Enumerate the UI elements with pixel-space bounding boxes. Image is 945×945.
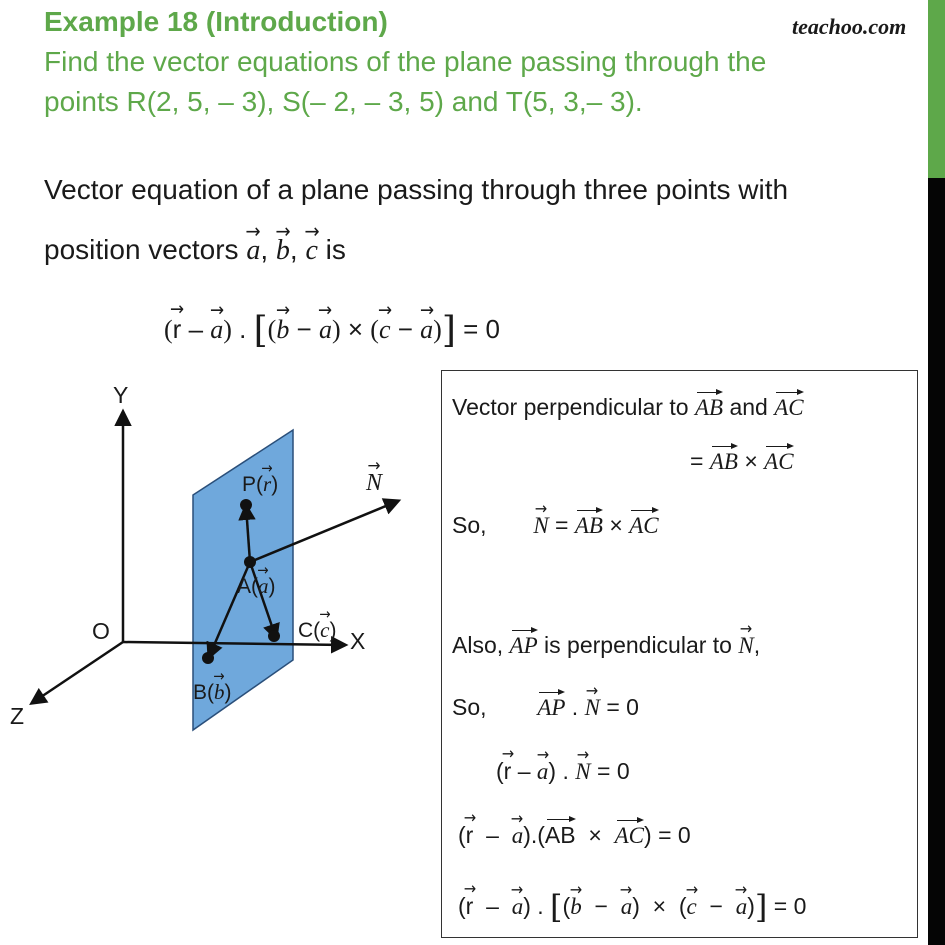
question-line-2: points R(2, 5, – 3), S(– 2, – 3, 5) and T(5, 3,– 3). [44,86,643,117]
vector-b: b → [276,235,290,267]
z-axis-label: Z [10,703,25,729]
eq-r: r → [173,314,182,345]
body-line-1: Vector equation of a plane passing through three points with [44,174,789,205]
example-title: Example 18 (Introduction) [44,6,388,37]
question-line-1: Find the vector equations of the plane passing through the [44,46,767,77]
box-line-4: Also, AP is perpendicular to N →, [452,632,760,659]
x-axis-label: X [350,628,366,654]
y-axis-label: Y [113,382,129,408]
point-a-label: A(a →) [237,574,276,599]
origin-label: O [92,618,110,644]
point-p-dot [240,499,252,511]
is-text: is [325,234,346,265]
logo: teachoo.com [792,14,907,39]
plane-equation: (r → – a →) . [(b → − a →) × (c → − a →)] = 0 [164,310,500,351]
box-line-6: (r → – a →) . N → = 0 [496,758,630,785]
point-b-dot [202,652,214,664]
position-vectors-text: position vectors [44,234,239,265]
box-line-2: = AB × AC [690,448,794,474]
box-line-7: (r → – a →).(AB × AC) = 0 [458,822,691,849]
z-axis [32,642,123,703]
body-line-2: position vectors a →, b →, c → is [44,234,346,267]
point-a-dot [244,556,256,568]
vector-c: c → [305,235,317,267]
vec-ac: AC [774,395,804,420]
box-line-5: So, AP . N → = 0 [452,694,639,721]
point-b-label: B(b →) [193,680,232,705]
point-c-dot [268,630,280,642]
box-line-1: Vector perpendicular to AB and AC [452,394,804,420]
scrollbar-track[interactable] [928,178,945,945]
scrollbar-thumb[interactable] [928,0,945,178]
vector-a: a → [246,235,260,267]
box-line-8: (r → – a →) . [(b → − a →) × (c → − a →)] = 0 [458,888,806,926]
normal-label: N → [366,470,382,497]
box-line-3: So, N → = AB × AC [452,512,659,539]
point-c-label: C(c →) [298,618,337,643]
vec-ab: AB [694,395,724,420]
point-p-label: P(r →) [242,472,278,497]
